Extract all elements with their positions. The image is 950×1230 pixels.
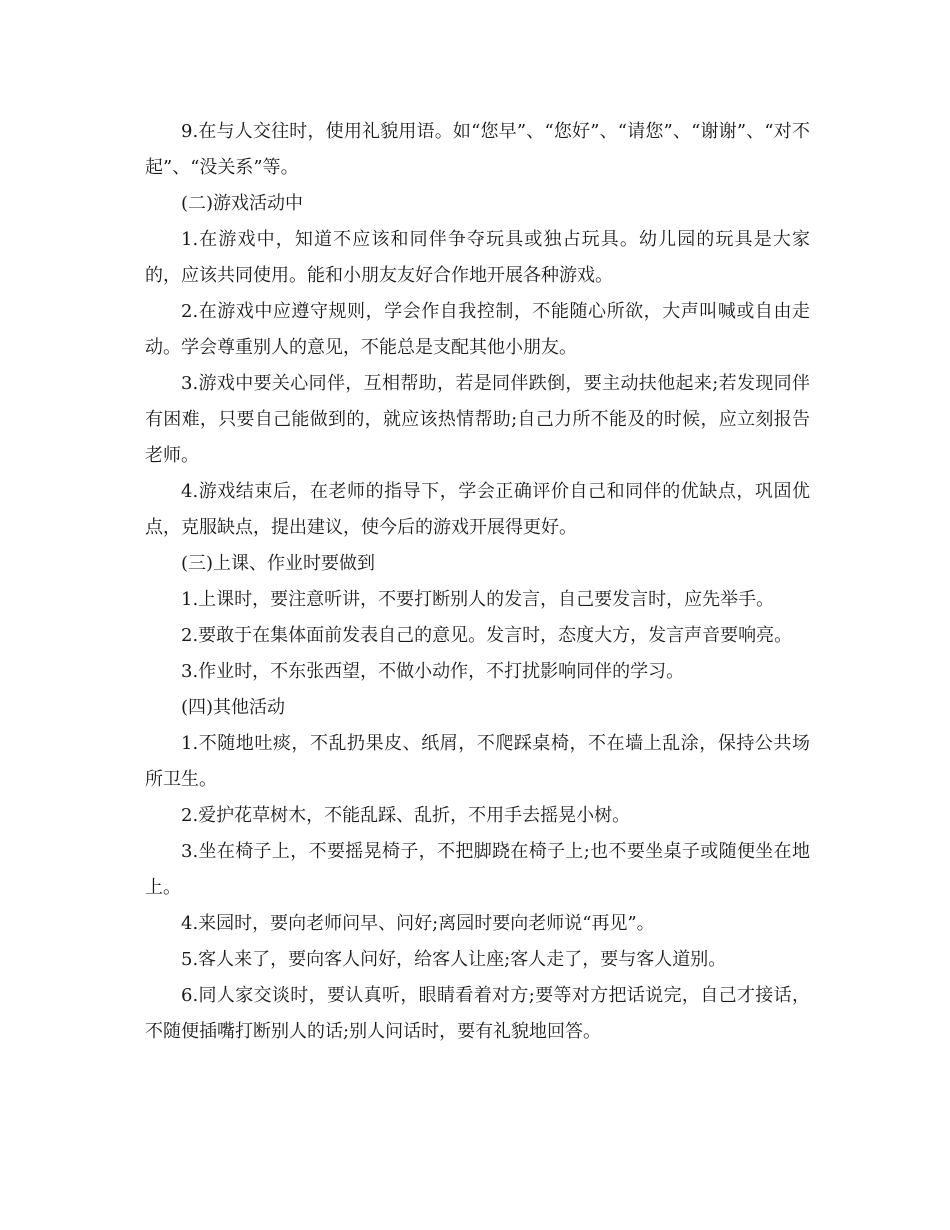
section-heading-games: (二)游戏活动中 bbox=[181, 193, 304, 214]
paragraph-class-3: 3.作业时，不东张西望，不做小动作，不打扰影响同伴的学习。 bbox=[181, 661, 685, 682]
paragraph-other-2: 2.爱护花草树木，不能乱踩、乱折，不用手去摇晃小树。 bbox=[181, 805, 631, 826]
section-heading-other-activities: (四)其他活动 bbox=[181, 697, 286, 718]
paragraph-games-2: 2.在游戏中应遵守规则，学会作自我控制，不能随心所欲，大声叫喊或自由走动。学会尊重别人的意见，不能总是支配其他小朋友。 bbox=[145, 301, 810, 358]
paragraph-other-1: 1.不随地吐痰，不乱扔果皮、纸屑，不爬踩桌椅，不在墙上乱涂，保持公共场所卫生。 bbox=[145, 733, 810, 790]
paragraph-games-4: 4.游戏结束后，在老师的指导下，学会正确评价自己和同伴的优缺点，巩固优点，克服缺点，提出建议，使今后的游戏开展得更好。 bbox=[145, 481, 810, 538]
paragraph-class-2: 2.要敢于在集体面前发表自己的意见。发言时，态度大方，发言声音要响亮。 bbox=[181, 625, 793, 646]
paragraph-games-3: 3.游戏中要关心同伴，互相帮助，若是同伴跌倒，要主动扶他起来;若发现同伴有困难，只要自己能做到的，就应该热情帮助;自己力所不能及的时候，应立刻报告老师。 bbox=[145, 373, 810, 466]
paragraph-other-5: 5.客人来了，要向客人问好，给客人让座;客人走了，要与客人道别。 bbox=[181, 949, 727, 970]
section-heading-class-homework: (三)上课、作业时要做到 bbox=[181, 553, 376, 574]
paragraph-other-4: 4.来园时，要向老师问早、问好;离园时要向老师说“再见”。 bbox=[181, 913, 655, 934]
paragraph-games-1: 1.在游戏中，知道不应该和同伴争夺玩具或独占玩具。幼儿园的玩具是大家的，应该共同使用。能和小朋友友好合作地开展各种游戏。 bbox=[145, 229, 810, 286]
document-body bbox=[145, 114, 810, 1050]
paragraph-other-3: 3.坐在椅子上，不要摇晃椅子，不把脚跷在椅子上;也不要坐桌子或随便坐在地上。 bbox=[145, 841, 810, 898]
paragraph-other-6: 6.同人家交谈时，要认真听，眼睛看着对方;要等对方把话说完，自己才接话，不随便插嘴打断别人的话;别人问话时，要有礼貌地回答。 bbox=[145, 985, 810, 1042]
paragraph-item-9-polite-language: 9.在与人交往时，使用礼貌用语。如“您早”、“您好”、“请您”、“谢谢”、“对不起”、“没关系”等。 bbox=[145, 121, 810, 178]
paragraph-class-1: 1.上课时，要注意听讲，不要打断别人的发言，自己要发言时，应先举手。 bbox=[181, 589, 775, 610]
